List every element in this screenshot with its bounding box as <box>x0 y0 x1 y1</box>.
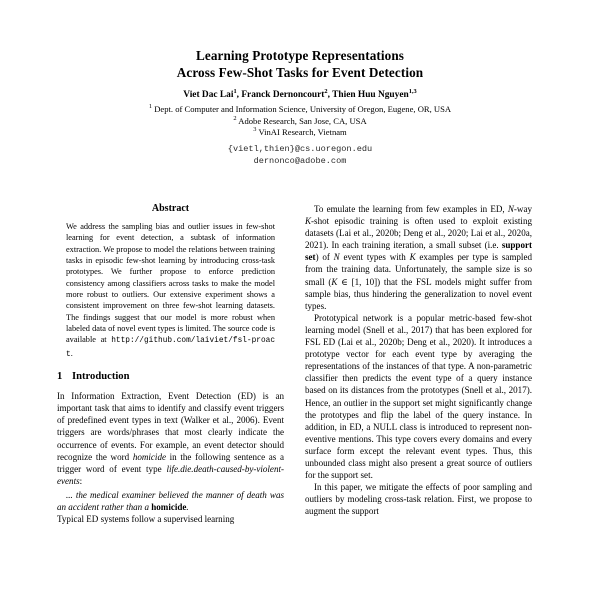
math-symbol-k: K <box>409 252 416 263</box>
quote-text: ... the medical examiner believed the manner of death was an accident rather than a <box>57 489 284 512</box>
author-affil-marker: 1,3 <box>408 87 417 95</box>
text-run: ∈ [1, 10]) that the FSL models might suffer from sample bias, thus hindering the generalization to novel event types. <box>305 276 532 311</box>
author-name: Franck Dernoncourt <box>241 90 325 100</box>
affiliation-item <box>40 116 560 128</box>
email-address: dernonco@adobe.com <box>253 156 347 167</box>
section-heading-introduction <box>57 370 284 384</box>
section-number: 1 <box>57 371 63 383</box>
author-separator: , <box>327 90 333 100</box>
email-list <box>40 143 560 168</box>
abstract-heading: Abstract <box>151 203 190 214</box>
author-name: Viet Dac Lai <box>183 90 234 100</box>
author-entry <box>332 87 417 100</box>
text-run: -shot episodic training is often used to exploit existing datasets (Lai et al., 2020b; Deng et al., 2020; Lai et al., 2020a, 2021). In each training iteration, a small subset (i.e. <box>305 216 532 251</box>
paragraph-right-3-truncated <box>305 481 532 517</box>
title-line-1: Learning Prototype Representations <box>195 48 405 63</box>
affiliation-item <box>40 104 560 116</box>
text-run: Prototypical network is a popular metric-based few-shot learning model (Snell et al., 2017) that has been explored for FSL ED (Lai et al., 2020b; Deng et al., 2020). It introduces a prototype vector for each event type by averaging the representations of the instances of that type. A non-parametric classifier then predicts the event type of a query instance based on its distances from the prototypes (Snell et al., 2017). Hence, an outlier in the support set might significantly change the prototypes and flip the label of the query instance. In addition, in ED, a NULL class is introduced to represent non-eventive mentions. This type covers every domains and every surface form except the relevant event types. Thus, this unbounded class might also present a great source of outliers for the support set. <box>305 312 532 481</box>
paragraph-right-2 <box>305 312 532 481</box>
math-symbol-n: N <box>507 204 514 214</box>
math-symbol-k: K <box>305 216 312 227</box>
text-run: In this paper, we mitigate the effects of poor sampling and outliers by modeling cross-task relation. First, we propose to augment the support <box>305 482 532 517</box>
text-run: event types with <box>339 252 410 263</box>
two-column-body <box>57 203 545 600</box>
text-run: In Information Extraction, Event Detection (ED) is an important task that aims to identify and classify event triggers of predefined event types in text (Walker et al., 2006). Event triggers are words/phrases that most clearly indicate the occurrence of events. For example, an event detector should recognize the word <box>57 391 284 462</box>
math-symbol-n: N <box>333 252 340 263</box>
affiliation-list <box>40 104 560 139</box>
text-run: examples per type is sampled from the training data. Unfortunately, the sample size is so small ( <box>305 252 532 287</box>
text-run: To emulate the learning from few examples in ED, <box>314 204 508 214</box>
author-affil-marker: 1 <box>233 87 237 95</box>
affiliation-item <box>40 127 560 139</box>
author-separator: , <box>236 90 242 100</box>
affiliation-text: Dept. of Computer and Information Science, University of Oregon, Eugene, OR, USA <box>154 104 452 114</box>
title-block <box>0 47 600 168</box>
text-run-italic: homicide <box>132 451 166 462</box>
text-run: -way <box>513 204 532 214</box>
section-title: Introduction <box>72 371 130 383</box>
math-symbol-k: K <box>331 276 338 287</box>
text-run: ) of <box>315 252 334 263</box>
email-address: {vietl,thien}@cs.uoregon.edu <box>227 143 373 154</box>
author-affil-marker: 2 <box>324 87 328 95</box>
paragraph-right-1 <box>305 203 532 312</box>
title-line-2: Across Few-Shot Tasks for Event Detection <box>176 65 424 80</box>
author-name: Thien Huu Nguyen <box>332 90 409 100</box>
abstract-text-tail: . <box>70 348 73 358</box>
affiliation-marker: 1 <box>148 103 153 111</box>
page-title <box>40 47 560 81</box>
quote-trigger-word: homicide <box>151 501 187 512</box>
paragraph-intro-2-truncated <box>57 513 284 525</box>
author-entry <box>183 87 237 100</box>
affiliation-text: VinAI Research, Vietnam <box>258 127 347 138</box>
abstract-body <box>57 221 284 361</box>
example-sentence-quote <box>57 489 284 513</box>
source-code-url: http://github.com/laiviet/fsl-proact <box>66 337 275 359</box>
affiliation-marker: 2 <box>233 114 237 122</box>
paragraph-intro-1 <box>57 390 284 487</box>
text-run: Typical ED systems follow a supervised learning <box>57 514 235 525</box>
left-column <box>57 203 284 600</box>
abstract-text: We address the sampling bias and outlier issues in few-shot learning for event detection, a subtask of information extraction. We propose to model the relations between training tasks in episodic few-shot learning by introducing cross-task prototypes. We further propose to enforce prediction consistency among classifiers across tasks to make the model more robust to outliers. Our extensive experiment shows a consistent improvement on three few-shot learning datasets. The findings suggest that our model is more robust when labeled data of novel event types is limited. The source code is available at <box>66 222 275 345</box>
affiliation-text: Adobe Research, San Jose, CA, USA <box>238 115 367 126</box>
author-entry <box>241 87 328 100</box>
text-run: in the following sentence as a trigger word of event type <box>57 451 284 474</box>
affiliation-marker: 3 <box>253 126 257 134</box>
author-list <box>40 89 560 102</box>
term-support-set: support set <box>305 240 532 263</box>
text-run: : <box>79 475 83 486</box>
text-run-italic: life.die.death-caused-by-violent-events <box>57 463 284 486</box>
quote-text-tail: . <box>186 501 189 512</box>
right-column <box>305 203 532 600</box>
